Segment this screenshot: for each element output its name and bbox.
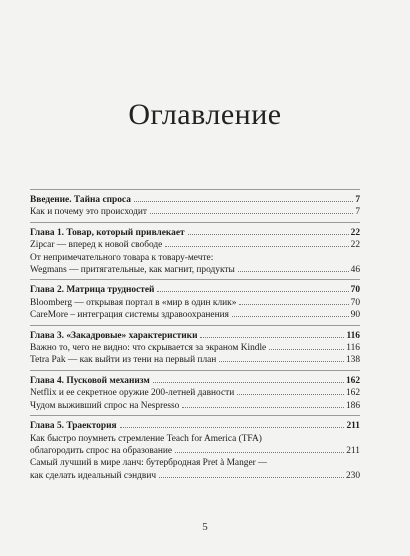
toc-entry xyxy=(30,342,360,354)
toc-entry-title: Глава 1. Товар, который привлекает xyxy=(30,227,185,238)
page-title: Оглавление xyxy=(128,98,282,132)
toc-entry-title: Как и почему это происходит xyxy=(30,207,147,218)
toc-entry-page: 90 xyxy=(350,310,360,321)
toc-entry-page: 162 xyxy=(345,388,360,399)
toc-entry xyxy=(30,206,360,218)
toc-entry xyxy=(30,264,360,276)
toc-entry-title: Глава 2. Матрица трудностей xyxy=(30,285,155,296)
dot-leader xyxy=(157,291,348,292)
toc-entry-page: 46 xyxy=(350,265,360,276)
toc-chapter-entry xyxy=(30,194,360,206)
section-divider xyxy=(30,325,360,326)
toc-entry-page: 138 xyxy=(345,355,360,366)
toc-entry xyxy=(30,252,360,264)
page-number: 5 xyxy=(202,521,208,533)
toc-entry xyxy=(30,309,360,321)
toc-entry xyxy=(30,297,360,309)
toc-entry-page: 162 xyxy=(345,375,360,386)
toc-chapter-entry xyxy=(30,375,360,387)
toc-entry-title: как сделать идеальный сэндвич xyxy=(30,470,157,481)
dot-leader xyxy=(150,213,353,214)
toc-entry-title: Чудом выживший спрос на Nespresso xyxy=(30,400,180,411)
toc-entry-title: Tetra Pak — как выйти из тени на первый план xyxy=(30,355,217,366)
toc-entry xyxy=(30,400,360,412)
toc-entry xyxy=(30,354,360,366)
toc-entry-page: 230 xyxy=(345,470,360,481)
section-divider xyxy=(30,279,360,280)
toc-entry xyxy=(30,457,360,469)
toc-entry-title: Wegmans — притягательные, как магнит, продукты xyxy=(30,265,235,276)
toc-entry-page: 211 xyxy=(346,445,360,456)
dot-leader xyxy=(239,304,348,305)
dot-leader xyxy=(159,477,344,478)
toc-entry-title: Введение. Тайна спроса xyxy=(30,195,131,205)
toc-entry-page: 116 xyxy=(346,343,360,354)
section-divider xyxy=(30,222,360,223)
section-divider xyxy=(30,370,360,371)
dot-leader xyxy=(237,394,344,395)
toc-entry-title: Глава 4. Пусковой механизм xyxy=(30,375,150,386)
dot-leader xyxy=(200,337,344,338)
toc-entry-page: 7 xyxy=(355,207,360,218)
dot-leader xyxy=(238,271,349,272)
toc-entry-page: 211 xyxy=(346,421,360,432)
toc-entry-page: 7 xyxy=(355,195,360,205)
toc-chapter-entry xyxy=(30,227,360,239)
toc-entry-page: 22 xyxy=(350,227,360,238)
toc-entry-title: Netflix и ее секретное оружие 200-летней давности xyxy=(30,388,235,399)
dot-leader xyxy=(182,407,344,408)
toc-entry-page: 22 xyxy=(350,240,360,251)
dot-leader xyxy=(134,201,353,202)
dot-leader xyxy=(165,246,348,247)
toc-entry-page: 70 xyxy=(350,297,360,308)
toc-entry-title: Zipcar — вперед к новой свободе xyxy=(30,240,163,251)
toc-entry-page: 70 xyxy=(350,285,360,296)
toc-entry-title: Самый лучший в мире ланч: бутербродная Pret à Manger — xyxy=(30,458,268,469)
toc-entry-title: Как быстро поумнеть стремление Teach for America (TFA) xyxy=(30,433,262,444)
toc-entry xyxy=(30,445,360,457)
toc-chapter-entry xyxy=(30,420,360,432)
toc-chapter-entry xyxy=(30,330,360,342)
dot-leader xyxy=(219,361,344,362)
toc-entry-title: Bloomberg — открывая портал в «мир в один клик» xyxy=(30,297,237,308)
toc-chapter-entry xyxy=(30,284,360,296)
table-of-contents xyxy=(30,186,360,482)
dot-leader xyxy=(120,427,345,428)
toc-entry-page: 186 xyxy=(345,400,360,411)
dot-leader xyxy=(175,452,344,453)
faint-bleed-through-text xyxy=(30,12,32,20)
toc-entry-page: 116 xyxy=(346,330,360,341)
toc-entry-title: От непримечательного товара к товару-мечте: xyxy=(30,252,214,263)
toc-entry xyxy=(30,470,360,482)
section-divider xyxy=(30,415,360,416)
toc-entry-title: облагородить спрос на образование xyxy=(30,445,173,456)
dot-leader xyxy=(188,234,349,235)
section-divider xyxy=(30,189,360,190)
toc-entry-title: CareMore – интеграция системы здравоохранения xyxy=(30,310,229,321)
toc-entry xyxy=(30,433,360,445)
toc-entry-title: Важно то, чего не видно: что скрывается за экраном Kindle xyxy=(30,343,267,354)
toc-entry xyxy=(30,239,360,251)
toc-entry xyxy=(30,387,360,399)
dot-leader xyxy=(232,316,349,317)
toc-entry-title: Глава 3. «Закадровые» характеристики xyxy=(30,330,198,341)
toc-entry-title: Глава 5. Траектория xyxy=(30,421,117,432)
dot-leader xyxy=(153,382,344,383)
dot-leader xyxy=(269,349,344,350)
